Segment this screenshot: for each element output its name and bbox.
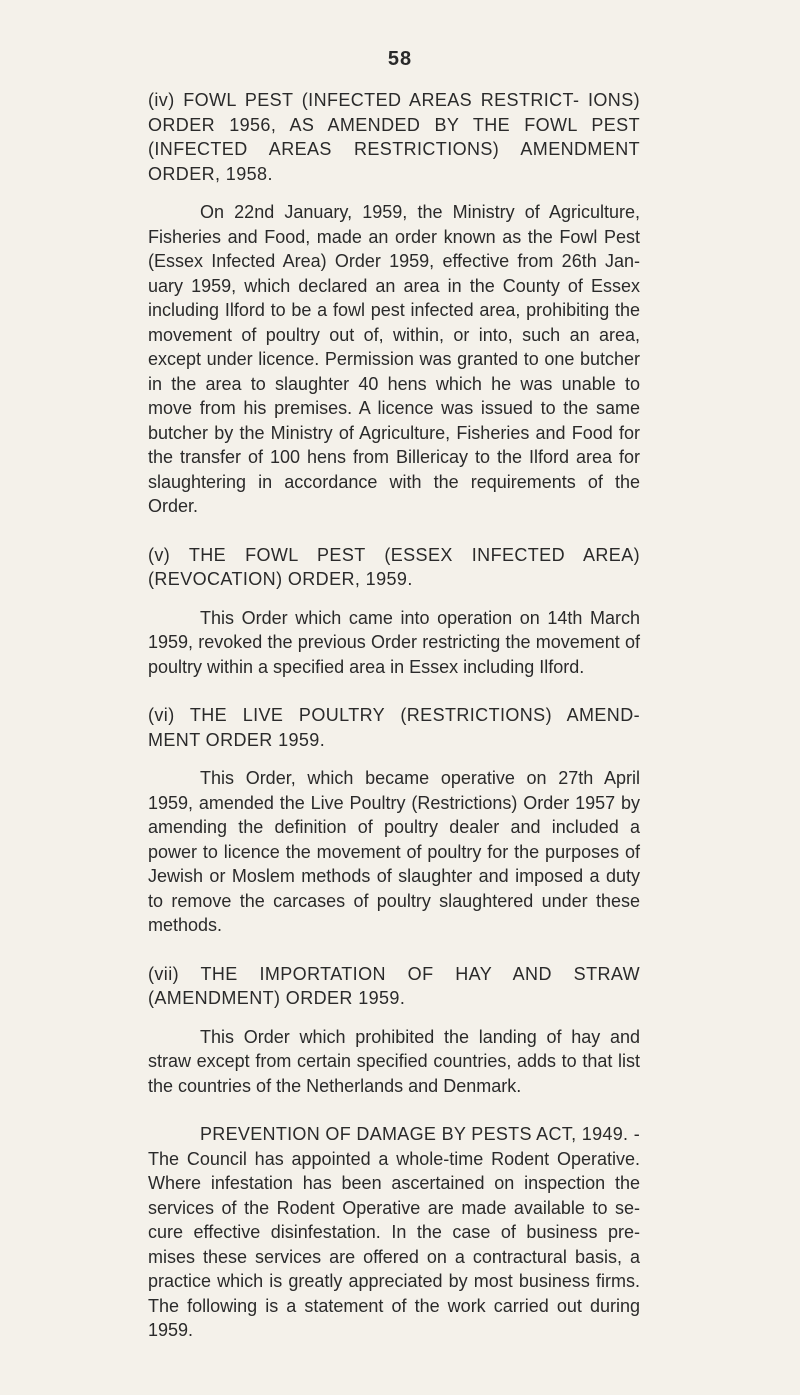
pests-act-paragraph <box>148 1122 640 1343</box>
pests-act-heading: PREVENTION OF DAMAGE BY PESTS ACT, 1949. - <box>200 1124 640 1144</box>
section-paragraph: On 22nd January, 1959, the Ministry of Agriculture, Fisheries and Food, made an order known as the Fowl Pest (Essex Infected Area) Order 1959, effective from 26th Jan- uary 1959, which declared an area in the County of Essex including Ilford to be a fowl pest infected area, prohibiting the movement of poultry out of, within, or into, such an area, except under licence. Permission was granted to one butcher in the area to slaughter 40 hens which he was unable to move from his premises. A licence was issued to the same butcher by the Ministry of Agriculture, Fisheries and Food for the transfer of 100 hens from Billericay to the Ilford area for slaughtering in accordance with the requirements of the Order. <box>148 202 640 516</box>
section-heading: (v) THE FOWL PEST (ESSEX INFECTED AREA) (REVOCATION) ORDER, 1959. <box>148 544 640 589</box>
pests-act-body: The Council has appointed a whole-time Rodent Operative. Where infestation has been ascertained on inspection the services of the Rodent Operative are made available to se- cure effective disinfestation. In the case of business pre- mises these services are offered on a contractural basis, a practice which is greatly appreciated by most business firms. The following is a statement of the work carried out during 1959. <box>148 1148 640 1340</box>
section-heading: (iv) FOWL PEST (INFECTED AREAS RESTRICT- IONS) ORDER 1956, AS AMENDED BY THE FOWL PEST (INFECTED AREAS RESTRICTIONS) AMENDMENT ORDER, 1958. <box>148 90 640 184</box>
section-paragraph: This Order which prohibited the landing of hay and straw except from certain specified countries, adds to that list the countries of the Netherlands and Denmark. <box>148 1026 640 1096</box>
section-iv <box>148 88 640 519</box>
section-heading: (vi) THE LIVE POULTRY (RESTRICTIONS) AMEND- MENT ORDER 1959. <box>148 705 640 750</box>
section-vi <box>148 703 640 938</box>
section-v <box>148 543 640 680</box>
section-vii <box>148 962 640 1099</box>
page-number: 58 <box>387 48 413 70</box>
section-paragraph: This Order which came into operation on 14th March 1959, revoked the previous Order restricting the movement of poultry within a specified area in Essex including Ilford. <box>148 607 640 677</box>
pests-act-section <box>148 1122 640 1343</box>
section-heading: (vii) THE IMPORTATION OF HAY AND STRAW (AMENDMENT) ORDER 1959. <box>148 963 640 1008</box>
document-body <box>148 88 640 1343</box>
section-paragraph: This Order, which became operative on 27th April 1959, amended the Live Poultry (Restrictions) Order 1957 by amending the definition of poultry dealer and included a power to licence the movement of poultry for the purposes of Jewish or Moslem methods of slaughter and imposed a duty to remove the carcases of poultry slaughtered under these methods. <box>148 768 640 935</box>
